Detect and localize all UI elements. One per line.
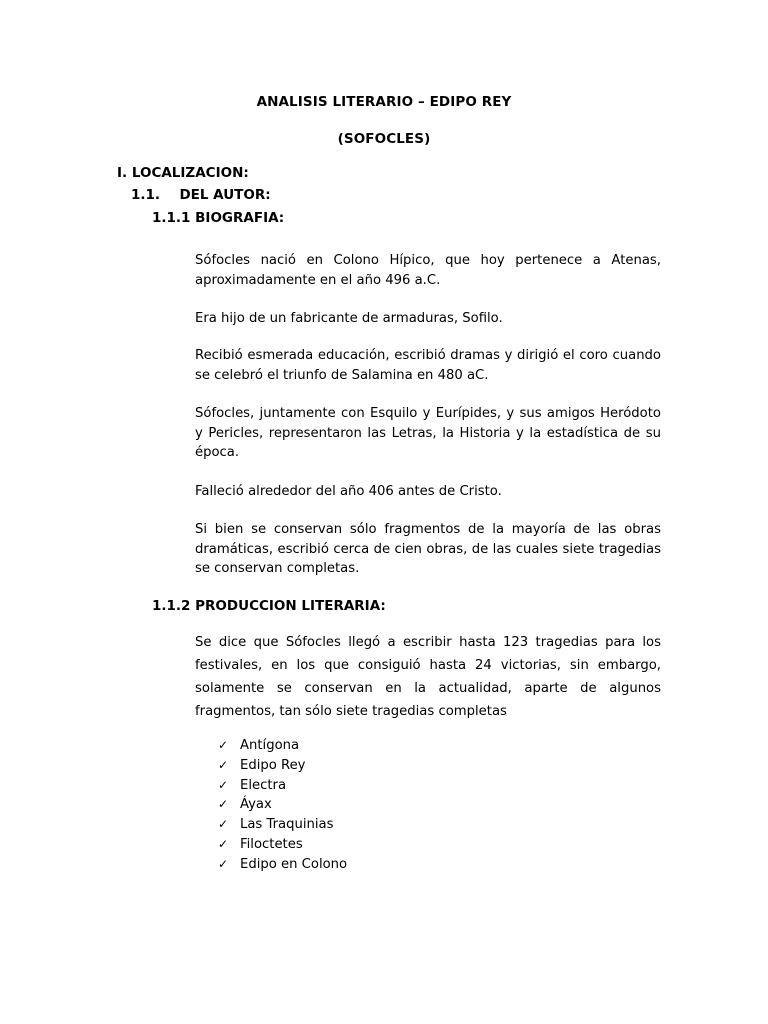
biography-paragraph-5: Falleció alrededor del año 406 antes de Cristo.: [195, 484, 502, 499]
check-icon: ✓: [218, 797, 229, 812]
check-icon: ✓: [218, 817, 229, 832]
list-item: ✓ Edipo Rey: [218, 756, 347, 776]
list-item: ✓ Áyax: [218, 795, 347, 815]
subsection-label: DEL AUTOR:: [179, 187, 271, 203]
check-icon: ✓: [218, 777, 229, 792]
biography-paragraph-2: Era hijo de un fabricante de armaduras, Sofilo.: [195, 311, 503, 326]
subsection-heading-biografia: 1.1.1 BIOGRAFIA:: [152, 210, 285, 226]
list-item: ✓ Electra: [218, 776, 347, 796]
list-item: ✓ Filoctetes: [218, 835, 347, 855]
check-icon: ✓: [218, 738, 229, 752]
biography-paragraph-6: Si bien se conservan sólo fragmentos de la mayoría de las obras dramáticas, escribió cerca de cien obras, de las cuales siete tragedias se conservan completas.: [195, 522, 661, 576]
production-paragraph: Se dice que Sófocles llegó a escribir hasta 123 tragedias para los festivales, en los que consiguió hasta 24 victorias, sin embargo, solamente se conservan en la actualidad, aparte de algunos fragmentos, tan sólo siete tragedias completas: [195, 635, 661, 719]
tragedies-list: [218, 736, 347, 875]
subsection-1-1: [131, 187, 271, 203]
biography-paragraph-1: Sófocles nació en Colono Hípico, que hoy pertenece a Atenas, aproximadamente en el año 496 a.C.: [195, 253, 661, 288]
section-heading-localizacion: I. LOCALIZACION:: [117, 165, 249, 181]
document-title: ANALISIS LITERARIO – EDIPO REY: [256, 94, 512, 110]
subsection-heading-produccion: 1.1.2 PRODUCCION LITERARIA:: [152, 598, 386, 614]
list-item: ✓ Edipo en Colono: [218, 855, 347, 875]
biography-paragraph-4: Sófocles, juntamente con Esquilo y Eurípides, y sus amigos Heródoto y Pericles, representaron las Letras, la Historia y la estadística de su época.: [195, 406, 661, 460]
list-item: ✓ Las Traquinias: [218, 815, 347, 835]
check-icon: ✓: [218, 856, 229, 871]
document-subtitle: (SOFOCLES): [337, 131, 431, 147]
biography-paragraph-3: Recibió esmerada educación, escribió dramas y dirigió el coro cuando se celebró el triunfo de Salamina en 480 aC.: [195, 348, 661, 383]
list-item: ✓ Antígona: [218, 736, 347, 756]
check-icon: ✓: [218, 757, 229, 772]
check-icon: ✓: [218, 836, 229, 851]
subsection-number: 1.1.: [131, 187, 161, 203]
